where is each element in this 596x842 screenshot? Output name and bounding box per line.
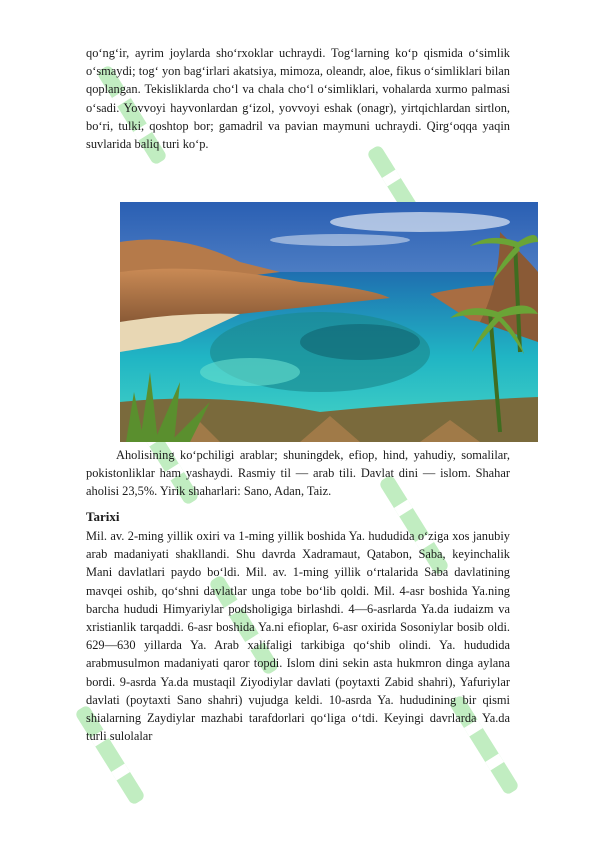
paragraph-history: Mil. av. 2-ming yillik oxiri va 1-ming yillik boshida Ya. hududida o‘ziga xos janubiy arab madaniyati shakllandi. Shu davrda Xadramaut, Qatabon, Saba, keyinchalik Mani davlatlari paydo bo‘ldi. Mil. av. 1-ming yillik o‘rtalarida Saba davlatining mavqei oshib, qo‘shni davlatlar unga tobe bo‘lib qoldi. Mil. 4-asr boshida Ya.ning barcha hududi Himyariylar podsholigiga birlashdi. 4—6-asrlarda Ya.da iudaizm va xristianlik tarqaddi. 6-asr boshida Ya.ni efioplar, 6-asr oxirida Sosoniylar bosib oldi. 629—630 yillarda Ya. Arab xalifaligi tarkibiga qo‘shib olindi. Ya. hududida arabmusulmon madaniyati qaror topdi. Islom dini sekin asta hukmron dinga aylana bordi. 9-asrda Ya.da mustaqil Ziyodiylar davlati (poytaxti Zabid shahri), Yafuriylar davlati (poytaxti Sano shahri) vujudga keldi. 10-asrda Ya. hududining bir qismi shialarning Zaydiylar mazhabi tarafdorlari qo‘liga o‘tdi. Keyingi davrlarda Ya.da turli sulolalar [86,529,510,744]
paragraph-flora-fauna: qo‘ng‘ir, ayrim joylarda sho‘rxoklar uchraydi. Tog‘larning ko‘p qismida o‘simlik o‘smaydi; tog‘ yon bag‘irlari akatsiya, mimoza, oleandr, aloe, fikus o‘simliklari bilan qoplangan. Tekisliklarda cho‘l va chala cho‘l o‘simliklari, vohalarda xurmo palmasi o‘sadi. Yovvoyi hayvonlardan g‘izol, yovvoyi eshak (onagr), yirtqichlardan sirtlon, bo‘ri, tulki, qoshtop bor; gamadril va pavian maymuni uchraydi. Qirg‘oqqa yaqin suvlarida baliq turi ko‘p. [86,46,510,152]
paragraph-population: Aholisining ko‘pchiligi arablar; shuningdek, efiop, hind, yahudiy, somalilar, pokistonliklar ham yashaydi. Rasmiy til — arab tili. Davlat dini — islom. Shahar aholisi 23,5%. Yirik shaharlari: Sano, Adan, Taiz. [86,448,510,499]
coastal-bay-photo [120,202,538,442]
section-heading-history: Tarixi [86,509,120,524]
